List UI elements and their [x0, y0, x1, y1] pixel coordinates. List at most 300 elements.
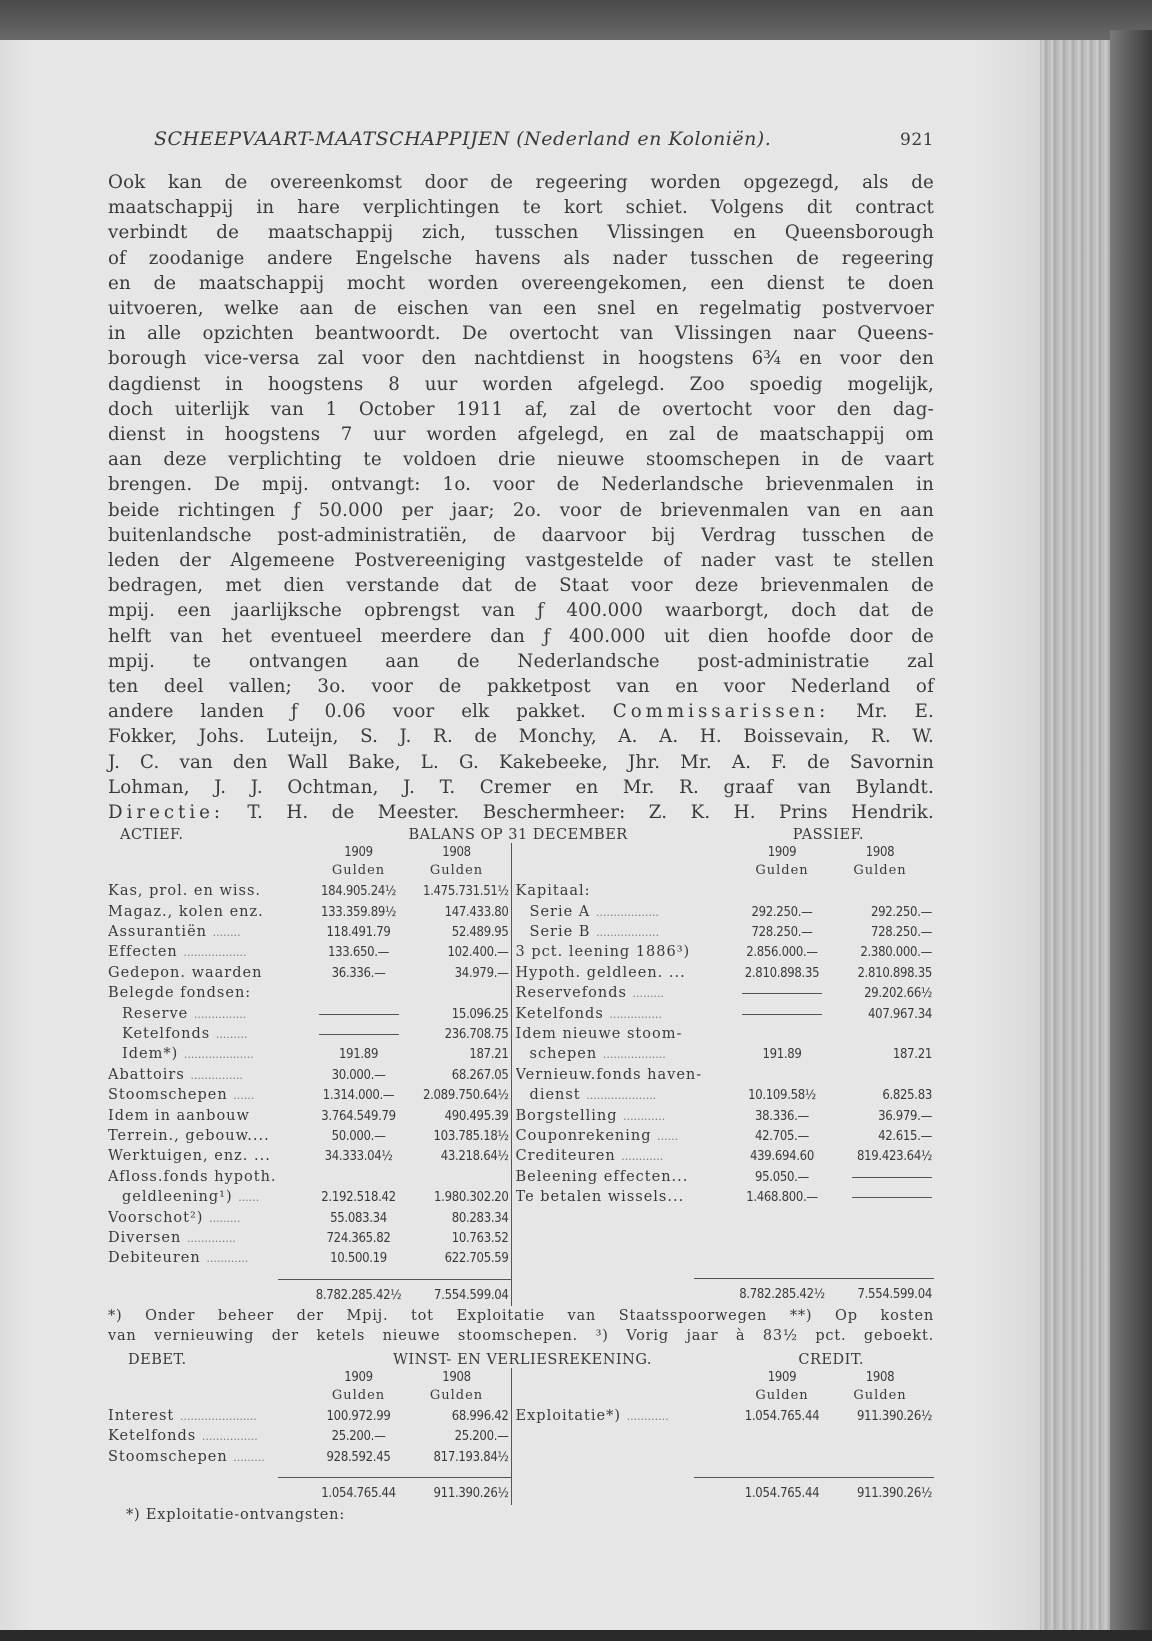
text-line: dagdienst in hoogstens 8 uur worden afgelegd. Zoo spoedig mogelijk,	[108, 373, 934, 395]
book-bottom-shadow	[0, 1630, 1152, 1641]
row-label-text: Abattoirs	[108, 1066, 185, 1083]
value-1908: 187.21	[469, 1047, 509, 1063]
text-line: bedragen, met dien verstande dat de Staat voor deze brievenmalen de	[108, 575, 934, 597]
leader-dots: .........	[215, 1028, 248, 1042]
value-1908: 1.980.302.20	[434, 1190, 509, 1206]
text-line: dienst in hoogstens 7 uur worden afgelegd, en zal de maatschappij om	[108, 424, 934, 446]
empty-value-rule	[742, 1014, 822, 1015]
debet-title: DEBET.	[128, 1352, 187, 1369]
unit-header-row	[108, 861, 511, 881]
table-row	[516, 1146, 934, 1166]
leader-dots: ............	[621, 1150, 664, 1164]
value-1909: 191.89	[762, 1047, 802, 1063]
row-label	[516, 963, 736, 983]
table-row	[108, 1228, 511, 1248]
unit-gulden: Gulden	[755, 1388, 809, 1404]
year-header-row	[516, 1368, 934, 1386]
year-1909: 1909	[344, 845, 373, 861]
row-label	[108, 1187, 313, 1208]
row-label	[516, 942, 736, 962]
row-label-text: 3 pct. leening 1886³)	[515, 944, 691, 961]
pl-title-row	[108, 1352, 934, 1368]
table-row	[516, 963, 934, 983]
balance-footnotes	[108, 1306, 934, 1346]
value-1908: 728.250.—	[870, 925, 932, 941]
leader-dots: ........	[212, 926, 241, 940]
unit-gulden: Gulden	[331, 863, 386, 879]
value-1909: 2.192.518.42	[321, 1190, 396, 1206]
text-line: beide richtingen ƒ 50.000 per jaar; 2o. voor de brievenmalen van en aan	[108, 499, 934, 521]
table-row	[108, 1106, 511, 1126]
table-row	[516, 1126, 934, 1146]
table-row	[108, 1126, 511, 1146]
row-label	[516, 1146, 736, 1167]
credit-total-1908: 911.390.26½	[857, 1486, 932, 1502]
leader-dots: ............	[626, 1410, 669, 1424]
directie-line	[108, 800, 934, 825]
row-label-text: Assurantiën	[108, 924, 207, 941]
text-line: borough vice-versa zal voor den nachtdienst in hoogstens 6¾ en voor den	[108, 348, 934, 370]
row-label-text: geldleening¹)	[122, 1189, 233, 1206]
row-label	[516, 983, 736, 1004]
value-1908	[828, 1168, 934, 1188]
row-label	[108, 922, 313, 943]
row-label-text: Reservefonds	[515, 985, 627, 1002]
unit-gulden: Gulden	[853, 1388, 907, 1404]
leader-dots: ..................	[595, 905, 659, 919]
row-label-text: dienst	[529, 1087, 581, 1104]
year-1909: 1909	[344, 1370, 373, 1386]
row-label-text: Stoomschepen	[108, 1448, 228, 1465]
leader-dots: .........	[209, 1211, 241, 1225]
leader-dots: ............	[206, 1252, 249, 1266]
row-label-text: Crediteuren	[515, 1148, 616, 1165]
leader-dots: .........	[632, 987, 665, 1001]
leader-dots: ......	[238, 1191, 260, 1205]
passief-total-row	[516, 1285, 934, 1305]
value-1908: 2.089.750.64½	[422, 1088, 509, 1104]
text-line: buitenlandsche post-administratiën, de daarvoor bij Verdrag tusschen de	[108, 524, 934, 546]
value-1908: 34.979.—	[454, 965, 509, 981]
value-1908	[828, 1188, 934, 1208]
value-1909: 439.694.60	[750, 1149, 814, 1165]
row-label-text: Reserve	[122, 1005, 189, 1022]
row-label	[516, 1106, 736, 1127]
unit-gulden: Gulden	[853, 863, 907, 879]
text-line: aan deze verplichting te voldoen drie nieuwe stoomschepen in de vaart	[108, 449, 934, 471]
row-label-text: Belegde fondsen:	[108, 985, 252, 1002]
value-1908: 292.250.—	[870, 904, 932, 920]
row-label-text: Ketelfonds	[122, 1026, 211, 1043]
leader-dots: ...............	[190, 1068, 243, 1082]
value-1908: 15.096.25	[451, 1006, 509, 1022]
commissarissen-first: Mr. E.	[856, 701, 935, 723]
value-1909: 10.109.58½	[748, 1088, 816, 1104]
footnote-line: van vernieuwing der ketels nieuwe stoomschepen. ³) Vorig jaar à 83½ pct. geboekt.	[108, 1328, 934, 1345]
credit-title: CREDIT.	[798, 1352, 864, 1369]
text-line: mpij. een jaarlijksche opbrengst van ƒ 400.000 waarborgt, doch dat de	[108, 600, 934, 622]
year-1909: 1909	[767, 845, 797, 861]
row-label	[516, 1126, 736, 1147]
value-1908: 236.708.75	[444, 1027, 509, 1043]
row-label	[516, 1187, 736, 1207]
leader-dots: ....................	[183, 1048, 254, 1062]
row-label	[516, 1406, 736, 1427]
commissarissen-label: Commissarissen:	[612, 701, 830, 723]
row-label-text: Idem*)	[122, 1046, 179, 1063]
table-row	[516, 1065, 934, 1085]
text-line: Ook kan de overeenkomst door de regeering worden opgezegd, als de	[108, 172, 934, 193]
directie-label: Directie:	[108, 802, 225, 824]
balance-title: BALANS OP 31 DECEMBER	[408, 827, 628, 844]
row-label-text: Debiteuren	[108, 1250, 201, 1267]
value-1909: 34.333.04½	[324, 1149, 393, 1165]
table-row	[108, 922, 511, 942]
row-label	[108, 1248, 313, 1269]
table-row	[108, 983, 511, 1003]
profit-loss	[108, 1352, 934, 1525]
value-1909	[736, 1005, 828, 1025]
sum-rule	[694, 1477, 934, 1478]
row-label-text: Interest	[108, 1408, 175, 1425]
year-1908: 1908	[442, 845, 471, 861]
actief-title: ACTIEF.	[120, 827, 184, 844]
value-1909: 724.365.82	[326, 1230, 391, 1246]
row-label-text: schepen	[529, 1046, 598, 1063]
table-row	[516, 1187, 934, 1207]
value-1909: 2.856.000.—	[746, 945, 818, 961]
text-line: leden der Algemeene Postvereeniging vastgestelde of nader vast te stellen	[108, 550, 934, 572]
row-label-text: Beleening effecten...	[515, 1168, 689, 1185]
leader-dots: ............	[623, 1109, 666, 1123]
unit-gulden: Gulden	[755, 863, 809, 879]
table-row	[108, 1146, 511, 1166]
empty-value-rule	[319, 1034, 399, 1035]
body-paragraph	[108, 170, 934, 825]
row-label	[108, 1065, 313, 1086]
year-1909: 1909	[767, 1370, 797, 1386]
credit-column	[512, 1368, 934, 1505]
row-label	[516, 902, 736, 923]
row-label	[108, 1447, 313, 1468]
text-line: brengen. De mpij. ontvangt: 1o. voor de Nederlandsche brievenmalen in	[108, 474, 934, 496]
empty-value-rule	[742, 993, 822, 994]
debet-total-1908: 911.390.26½	[433, 1486, 509, 1502]
table-row	[516, 922, 934, 942]
leader-dots: ......................	[179, 1410, 257, 1424]
row-label-text: Ketelfonds	[515, 1005, 604, 1022]
actief-total-1909: 8.782.285.42½	[315, 1287, 402, 1303]
value-1909: 10.500.19	[330, 1251, 387, 1267]
leader-dots: .........	[233, 1450, 265, 1464]
table-row	[108, 1024, 511, 1044]
leader-dots: ................	[201, 1430, 258, 1444]
value-1908: 29.202.66½	[864, 986, 932, 1002]
value-1908: 1.475.731.51½	[422, 884, 509, 900]
value-1908: 43.218.64½	[440, 1149, 509, 1165]
row-label-text: Serie B	[529, 924, 591, 941]
unit-gulden: Gulden	[331, 1388, 386, 1404]
year-header-row	[108, 843, 511, 861]
credit-total-1909: 1.054.765.44	[744, 1486, 820, 1502]
credit-total-row	[516, 1484, 934, 1504]
leader-dots: ..............	[186, 1231, 236, 1245]
leader-dots: ..................	[602, 1048, 666, 1062]
running-head-title: SCHEEPVAART-MAATSCHAPPIJEN (Nederland en Koloniën).	[154, 128, 772, 150]
row-label-text: Werktuigen, enz. ...	[108, 1148, 271, 1165]
actief-column	[108, 843, 512, 1306]
table-row	[108, 1004, 511, 1024]
unit-header-row	[516, 1386, 934, 1406]
value-1909: 25.200.—	[331, 1429, 386, 1445]
row-label-text: Terrein., gebouw....	[108, 1127, 270, 1144]
table-row	[516, 1106, 934, 1126]
row-label-text: Serie A	[529, 903, 591, 920]
unit-gulden: Gulden	[429, 1388, 484, 1404]
beschermheer-value: Z. K. H. Prins Hendrik.	[648, 802, 935, 824]
table-row	[516, 1167, 934, 1187]
table-row	[516, 1004, 934, 1024]
leader-dots: ..................	[596, 926, 660, 940]
leader-dots: ...............	[193, 1007, 247, 1021]
row-label	[108, 942, 313, 963]
value-1908: 103.785.18½	[433, 1128, 509, 1144]
row-label	[516, 881, 736, 901]
text-line: uitvoeren, welke aan de eischen van een snel en regelmatig postvervoer	[108, 298, 934, 320]
row-label-text: Ketelfonds	[108, 1428, 197, 1445]
table-row	[516, 881, 934, 901]
row-label	[108, 1044, 313, 1065]
row-label-text: Vernieuw.fonds haven-	[515, 1066, 703, 1083]
leader-dots: ....................	[586, 1089, 657, 1103]
value-1909: 3.764.549.79	[321, 1108, 396, 1124]
text-line	[108, 699, 934, 724]
value-1909: 191.89	[338, 1047, 379, 1063]
value-1909: 30.000.—	[331, 1067, 386, 1083]
value-1909: 42.705.—	[755, 1128, 809, 1144]
beschermheer-label: Beschermheer:	[482, 802, 626, 824]
table-row	[108, 1187, 511, 1207]
row-label-text: Idem nieuwe stoom-	[515, 1026, 683, 1043]
leader-dots: ......	[657, 1129, 679, 1143]
table-row	[108, 1085, 511, 1105]
row-label-text: Couponrekening	[515, 1127, 652, 1144]
value-1908: 68.996.42	[451, 1409, 509, 1425]
row-label-text: Diversen	[108, 1229, 182, 1246]
row-label	[108, 902, 313, 922]
sum-rule	[278, 1477, 511, 1478]
value-1909: 100.972.99	[326, 1409, 391, 1425]
value-1909: 1.314.000.—	[322, 1088, 395, 1104]
year-header-row	[516, 843, 934, 861]
value-1908: 911.390.26½	[857, 1409, 932, 1425]
credit-rows	[516, 1406, 934, 1426]
row-label	[108, 1406, 313, 1427]
value-1909: 95.050.—	[755, 1169, 809, 1185]
page-number: 921	[900, 130, 934, 150]
value-1908: 490.495.39	[444, 1108, 509, 1124]
table-row	[108, 1447, 511, 1467]
balance-sheet	[108, 827, 934, 1306]
directie-value: T. H. de Meester.	[247, 802, 460, 824]
book-cover-edge	[1110, 30, 1152, 1641]
value-1909: 928.592.45	[326, 1449, 391, 1465]
value-1909	[313, 1025, 405, 1045]
value-1909	[313, 1005, 405, 1025]
row-label-text: Borgstelling	[515, 1107, 618, 1124]
value-1909: 118.491.79	[326, 925, 391, 941]
row-label-text: Te betalen wissels...	[515, 1189, 685, 1206]
page-stack-edge	[1040, 40, 1110, 1630]
pl-title: WINST- EN VERLIESREKENING.	[393, 1352, 652, 1369]
row-label	[108, 1106, 313, 1126]
row-label-text: Voorschot²)	[108, 1209, 204, 1226]
text-line: ten deel vallen; 3o. voor de pakketpost van en voor Nederland of	[108, 676, 934, 698]
running-head	[154, 128, 934, 150]
row-label	[516, 1167, 736, 1187]
table-row	[516, 1406, 934, 1426]
text-line: in alle opzichten beantwoordt. De overtocht van Vlissingen naar Queens-	[108, 323, 934, 345]
row-label	[108, 1426, 313, 1447]
unit-header-row	[108, 1386, 511, 1406]
value-1908: 102.400.—	[447, 945, 509, 961]
row-label	[108, 1126, 313, 1146]
sum-rule	[278, 1279, 511, 1280]
leader-dots: ......	[233, 1089, 255, 1103]
value-1908: 2.810.898.35	[857, 965, 932, 981]
debet-rows	[108, 1406, 511, 1467]
unit-gulden: Gulden	[429, 863, 484, 879]
value-1908: 622.705.59	[444, 1251, 509, 1267]
table-row	[108, 1167, 511, 1187]
row-label-text: Magaz., kolen enz.	[108, 903, 264, 920]
table-row	[108, 1065, 511, 1085]
page-content	[108, 128, 934, 1525]
row-label	[516, 922, 736, 943]
row-label-text: Idem in aanbouw	[108, 1107, 250, 1124]
row-label	[516, 1004, 736, 1025]
value-1908: 36.979.—	[878, 1108, 932, 1124]
table-row	[516, 1024, 934, 1044]
value-1909: 2.810.898.35	[744, 965, 820, 981]
value-1909: 50.000.—	[331, 1128, 386, 1144]
text-line: helft van het eventueel meerdere dan ƒ 400.000 uit dien hoofde door de	[108, 625, 934, 647]
value-1908: 25.200.—	[454, 1429, 509, 1445]
debet-total-row	[108, 1484, 511, 1504]
row-label-text: Kas, prol. en wiss.	[108, 883, 262, 900]
leader-dots: ...............	[609, 1007, 662, 1021]
year-1908: 1908	[865, 845, 895, 861]
empty-value-rule	[852, 1177, 932, 1178]
row-label-text: Exploitatie*)	[515, 1408, 622, 1425]
footnote-line: *) Onder beheer der Mpij. tot Exploitatie van Staatsspoorwegen **) Op kosten	[108, 1308, 934, 1325]
year-1908: 1908	[442, 1370, 471, 1386]
value-1909: 1.468.800.—	[746, 1190, 818, 1206]
table-row	[108, 1044, 511, 1064]
text-line: doch uiterlijk van 1 October 1911 af, zal de overtocht voor den dag-	[108, 398, 934, 420]
value-1908: 819.423.64½	[857, 1149, 932, 1165]
value-1908: 407.967.34	[868, 1006, 932, 1022]
table-row	[516, 1085, 934, 1105]
row-label	[516, 1044, 736, 1065]
pl-columns	[108, 1368, 934, 1505]
text-line: J. C. van den Wall Bake, L. G. Kakebeeke, Jhr. Mr. A. F. de Savornin	[108, 751, 934, 773]
value-1909: 36.336.—	[331, 965, 386, 981]
value-1909: 38.336.—	[755, 1108, 809, 1124]
row-label	[108, 983, 313, 1003]
passief-rows	[516, 881, 934, 1207]
row-label	[516, 1085, 736, 1106]
text-line: Fokker, Johs. Luteijn, S. J. R. de Monchy, A. A. H. Boissevain, R. W.	[108, 726, 934, 748]
row-label	[108, 1146, 313, 1166]
leader-dots: ..................	[183, 946, 247, 960]
row-label	[108, 1004, 313, 1025]
row-label	[108, 1208, 313, 1229]
value-1909: 728.250.—	[751, 925, 813, 941]
value-1909: 55.083.34	[330, 1210, 387, 1226]
value-1908: 42.615.—	[878, 1128, 932, 1144]
table-row	[108, 963, 511, 983]
year-header-row	[108, 1368, 511, 1386]
row-label	[108, 963, 313, 983]
value-1908: 817.193.84½	[433, 1449, 509, 1465]
value-1908: 10.763.52	[451, 1230, 509, 1246]
value-1909: 292.250.—	[751, 904, 813, 920]
passief-column	[512, 843, 934, 1306]
empty-value-rule	[319, 1014, 399, 1015]
value-1909: 133.359.89½	[321, 904, 397, 920]
text-line: maatschappij in hare verplichtingen te kort schiet. Volgens dit contract	[108, 197, 934, 219]
row-label	[516, 1024, 736, 1044]
value-1909: 1.054.765.44	[744, 1409, 820, 1425]
value-1908: 6.825.83	[882, 1088, 932, 1104]
row-label-text: Kapitaal:	[515, 883, 591, 900]
debet-total-1909: 1.054.765.44	[321, 1486, 396, 1502]
row-label	[108, 1228, 313, 1249]
sum-rule	[694, 1278, 934, 1279]
value-1908: 187.21	[892, 1047, 932, 1063]
table-row	[108, 902, 511, 922]
value-1908: 68.267.05	[451, 1067, 509, 1083]
row-label-text: Afloss.fonds hypoth.	[108, 1168, 277, 1185]
actief-total-1908: 7.554.599.04	[434, 1287, 509, 1303]
text-line: en de maatschappij mocht worden overeengekomen, een dienst te doen	[108, 272, 934, 294]
empty-value-rule	[852, 1197, 932, 1198]
row-label	[108, 1167, 313, 1187]
text-line: of zoodanige andere Engelsche havens als nader tusschen de regeering	[108, 247, 934, 269]
passief-title: PASSIEF.	[792, 827, 864, 844]
row-label-text: Gedepon. waarden	[108, 964, 263, 981]
passief-total-1908: 7.554.599.04	[857, 1286, 932, 1302]
balance-title-row	[108, 827, 934, 843]
value-1908: 52.489.95	[451, 925, 509, 941]
pl-footnote: *) Exploitatie-ontvangsten:	[126, 1506, 346, 1523]
unit-header-row	[516, 861, 934, 881]
text-line: mpij. te ontvangen aan de Nederlandsche post-administratie zal	[108, 650, 934, 672]
table-row	[108, 1208, 511, 1228]
table-row	[108, 1406, 511, 1426]
table-row	[516, 983, 934, 1003]
table-row	[108, 881, 511, 901]
row-label	[516, 1065, 736, 1085]
table-row	[108, 1248, 511, 1268]
value-1909	[736, 984, 828, 1004]
passief-total-1909: 8.782.285.42½	[739, 1286, 825, 1302]
actief-total-row	[108, 1286, 511, 1306]
text-fragment: andere landen ƒ 0.06 voor elk pakket.	[108, 701, 586, 723]
year-1908: 1908	[865, 1370, 895, 1386]
value-1908: 2.380.000.—	[860, 945, 932, 961]
